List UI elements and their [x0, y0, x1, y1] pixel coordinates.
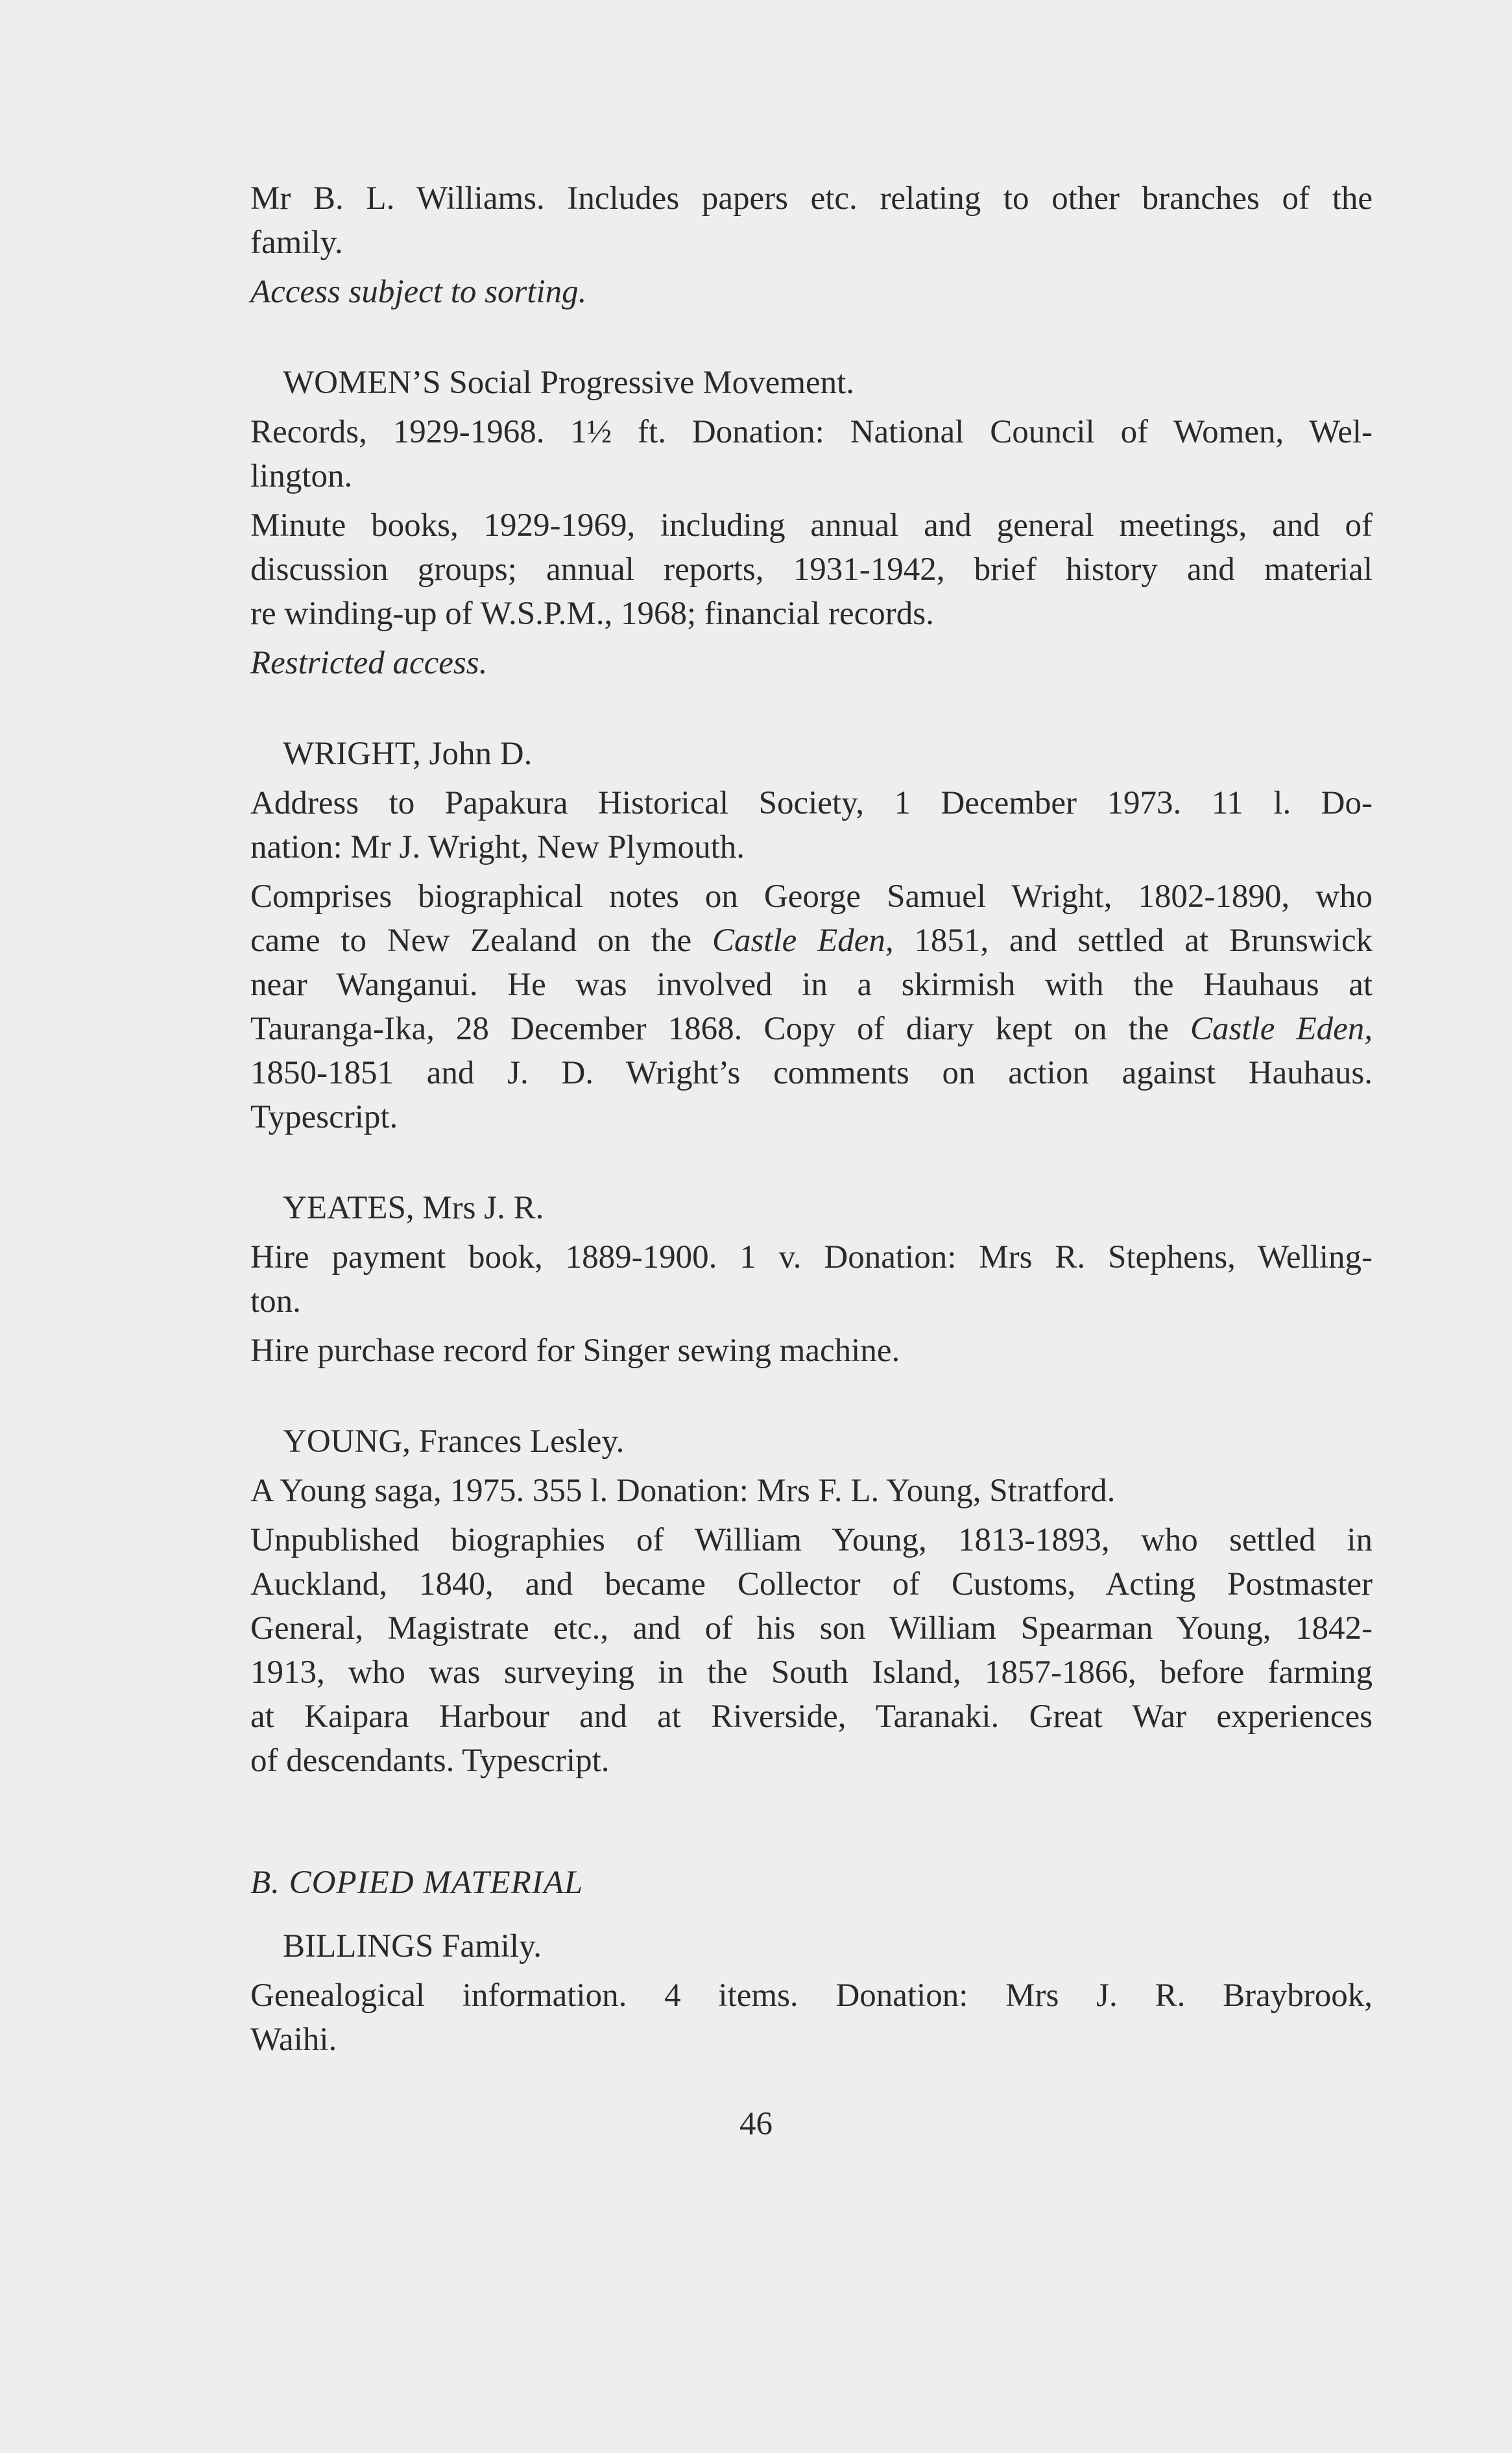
- entry-heading: YOUNG, Frances Lesley.: [283, 1423, 625, 1460]
- text-line: 1913, who was surveying in the South Island, 1857-1866, before farming: [250, 1654, 1373, 1691]
- catalogue-entry: [250, 176, 1373, 314]
- section-heading: B. COPIED MATERIAL: [250, 1865, 584, 1901]
- catalogue-entry: [250, 1924, 1373, 2062]
- text-segment: came to New Zealand on the: [250, 923, 712, 959]
- text-line: near Wanganui. He was involved in a skirmish with the Hauhaus at: [250, 967, 1373, 1003]
- text-line: Hire purchase record for Singer sewing machine.: [250, 1333, 900, 1369]
- text-line: A Young saga, 1975. 355 l. Donation: Mrs F. L. Young, Stratford.: [250, 1473, 1116, 1509]
- text-line: lington.: [250, 458, 353, 494]
- text-line: Waihi.: [250, 2022, 337, 2058]
- text-line: at Kaipara Harbour and at Riverside, Taranaki. Great War experiences: [250, 1698, 1373, 1735]
- text-line: Restricted access.: [250, 645, 488, 681]
- text-line: discussion groups; annual reports, 1931-1942, brief history and material: [250, 551, 1373, 588]
- entry-heading: WOMEN’S Social Progressive Movement.: [283, 365, 855, 401]
- text-line: Typescript.: [250, 1099, 398, 1135]
- text-line: family.: [250, 224, 343, 261]
- entry-heading: WRIGHT, John D.: [283, 736, 533, 772]
- ship-name: Castle Eden,: [712, 923, 894, 959]
- text-line: of descendants. Typescript.: [250, 1743, 610, 1779]
- entry-paragraph: [250, 410, 1373, 498]
- text-line: Address to Papakura Historical Society, 1 December 1973. 11 l. Do-: [250, 785, 1373, 821]
- access-note: [250, 270, 1373, 314]
- entry-paragraph: [250, 1329, 1373, 1373]
- text-line: General, Magistrate etc., and of his son William Spearman Young, 1842-: [250, 1610, 1373, 1647]
- access-note: [250, 641, 1373, 685]
- entry-paragraph: [250, 503, 1373, 636]
- catalogue-entry: [250, 732, 1373, 1139]
- text-line: Hire payment book, 1889-1900. 1 v. Donation: Mrs R. Stephens, Welling-: [250, 1239, 1373, 1275]
- catalogue-entry: [250, 1186, 1373, 1373]
- text-line: Comprises biographical notes on George Samuel Wright, 1802-1890, who: [250, 878, 1373, 915]
- text-line: nation: Mr J. Wright, New Plymouth.: [250, 829, 745, 865]
- entry-heading: BILLINGS Family.: [283, 1928, 542, 1964]
- text-line: [250, 1007, 1373, 1051]
- text-line: [250, 919, 1373, 963]
- text-line: Auckland, 1840, and became Collector of Customs, Acting Postmaster: [250, 1566, 1373, 1602]
- text-line: ton.: [250, 1283, 301, 1320]
- text-line: Unpublished biographies of William Young, 1813-1893, who settled in: [250, 1522, 1373, 1558]
- entry-heading: YEATES, Mrs J. R.: [283, 1190, 544, 1226]
- text-line: Access subject to sorting.: [250, 274, 587, 310]
- entry-paragraph: [250, 1469, 1373, 1513]
- text-line: re winding-up of W.S.P.M., 1968; financial records.: [250, 596, 934, 632]
- page-number: 46: [739, 2106, 773, 2142]
- entry-paragraph: [250, 1235, 1373, 1323]
- entry-paragraph: [250, 781, 1373, 869]
- entry-paragraph: [250, 1518, 1373, 1783]
- text-line: Records, 1929-1968. 1½ ft. Donation: National Council of Women, Wel-: [250, 414, 1373, 450]
- text-segment: Tauranga-Ika, 28 December 1868. Copy of diary kept on the: [250, 1011, 1191, 1047]
- catalogue-entry: [250, 1420, 1373, 1783]
- ship-name: Castle Eden,: [1190, 1011, 1373, 1047]
- text-segment: 1851, and settled at Brunswick: [893, 923, 1373, 959]
- text-line: Genealogical information. 4 items. Donation: Mrs J. R. Braybrook,: [250, 1977, 1373, 2014]
- catalogue-entry: [250, 361, 1373, 685]
- entry-paragraph: [250, 1974, 1373, 2062]
- entry-paragraph: [250, 875, 1373, 1139]
- entry-paragraph: [250, 176, 1373, 265]
- text-line: Minute books, 1929-1969, including annual and general meetings, and of: [250, 507, 1373, 544]
- text-line: 1850-1851 and J. D. Wright’s comments on action against Hauhaus.: [250, 1055, 1373, 1091]
- document-body: [250, 176, 1373, 2062]
- text-line: Mr B. L. Williams. Includes papers etc. relating to other branches of the: [250, 180, 1373, 217]
